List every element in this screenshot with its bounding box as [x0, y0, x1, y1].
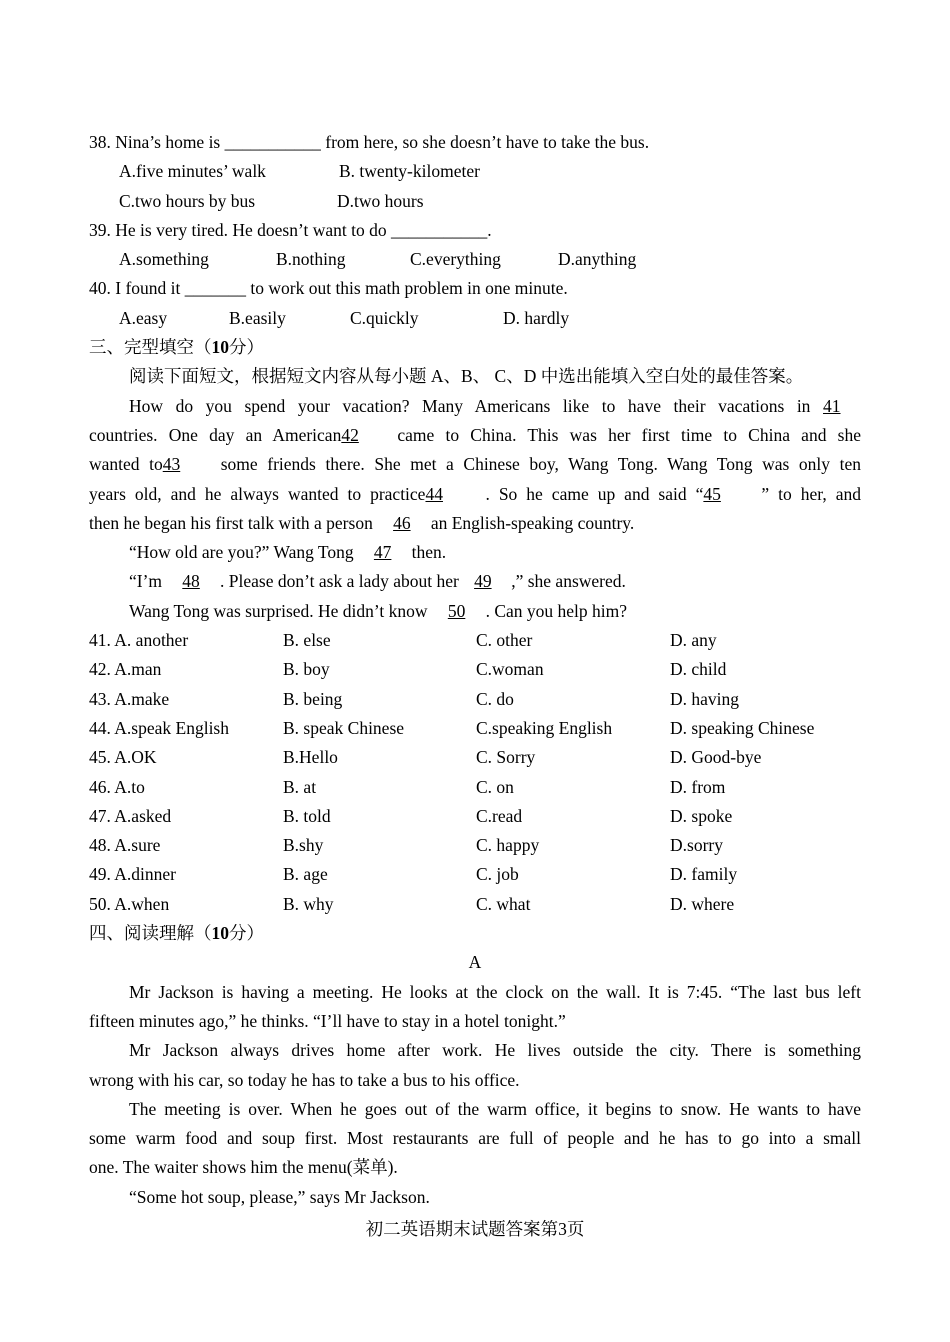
- q39-option-d: D.anything: [558, 249, 637, 270]
- option-cell: B. being: [283, 688, 343, 709]
- option-row: [89, 802, 861, 831]
- section4-unit: 分）: [229, 923, 264, 944]
- option-cell: D. speaking Chinese: [670, 717, 815, 738]
- option-cell: B.Hello: [283, 747, 338, 768]
- option-row: [89, 714, 861, 743]
- option-cell: C. do: [476, 688, 514, 709]
- reading-line: “Some hot soup, please,” says Mr Jackson.: [129, 1186, 430, 1207]
- option-cell: B. else: [283, 630, 331, 651]
- q39-option-b: B.nothing: [276, 249, 346, 270]
- section4-heading: [89, 919, 861, 948]
- passage-text: “I’m: [129, 571, 163, 592]
- blank-42: 42: [341, 424, 359, 445]
- passage-text: countries. One day an American: [89, 424, 342, 445]
- option-cell: C.read: [476, 805, 523, 826]
- blank-46: 46: [393, 512, 411, 533]
- reading-line: The meeting is over. When he goes out of the warm office, it begins to snow. He wants to have: [129, 1098, 861, 1119]
- passage-line-8: [89, 597, 861, 626]
- option-cell: C. job: [476, 864, 519, 885]
- section3-unit: 分）: [229, 337, 264, 358]
- passage-text: wanted to: [89, 454, 163, 475]
- passage-text: . So he came up and said “: [485, 483, 704, 504]
- passage-line-1: [89, 392, 861, 421]
- option-cell: 48. A.sure: [89, 835, 161, 856]
- option-cell: D. child: [670, 659, 727, 680]
- blank-49: 49: [474, 571, 492, 592]
- q39-option-c: C.everything: [410, 249, 501, 270]
- option-row: [89, 890, 861, 919]
- passage-line-2: [89, 421, 861, 450]
- option-row: [89, 743, 861, 772]
- passage-text: came to China. This was her first time to China and she: [397, 424, 861, 445]
- q39-options: [89, 245, 861, 274]
- section4-points: 10: [211, 923, 229, 944]
- option-cell: 45. A.OK: [89, 747, 157, 768]
- passage-text: then.: [411, 542, 447, 563]
- option-row: [89, 626, 861, 655]
- option-cell: D. where: [670, 893, 735, 914]
- q40-option-c: C.quickly: [350, 307, 419, 328]
- passage-line-7: [89, 567, 861, 596]
- option-cell: D.sorry: [670, 835, 723, 856]
- reading-line: fifteen minutes ago,” he thinks. “I’ll have to stay in a hotel tonight.”: [89, 1010, 566, 1031]
- option-cell: D. Good-bye: [670, 747, 762, 768]
- option-cell: 50. A.when: [89, 893, 170, 914]
- option-cell: D. any: [670, 630, 717, 651]
- passage-line-3: [89, 450, 861, 479]
- passage-text: . Please don’t ask a lady about her: [220, 571, 459, 592]
- page-footer: 初二英语期末试题答案第3页: [365, 1219, 585, 1239]
- option-cell: D. family: [670, 864, 738, 885]
- option-cell: B.shy: [283, 835, 324, 856]
- blank-43: 43: [162, 454, 181, 475]
- option-cell: B. age: [283, 864, 328, 885]
- section3-heading: [89, 333, 861, 362]
- option-cell: 42. A.man: [89, 659, 162, 680]
- option-cell: D. from: [670, 776, 726, 797]
- option-cell: C.woman: [476, 659, 544, 680]
- reading-line: Mr Jackson always drives home after work. He lives outside the city. There is something: [129, 1040, 861, 1061]
- option-cell: C. on: [476, 776, 514, 797]
- option-cell: 47. A.asked: [89, 805, 172, 826]
- option-row: [89, 773, 861, 802]
- blank-48: 48: [182, 571, 200, 592]
- option-row: [89, 831, 861, 860]
- reading-line: Mr Jackson is having a meeting. He looks at the clock on the wall. It is 7:45. “The last bus left: [129, 981, 861, 1002]
- section3-title: 三、完型填空（: [89, 337, 212, 358]
- option-row: [89, 860, 861, 889]
- passage-text: then he began his first talk with a person: [89, 512, 373, 533]
- blank-47: 47: [373, 542, 392, 563]
- options-table: [89, 626, 861, 919]
- q39-stem: 39. He is very tired. He doesn’t want to do ___________.: [89, 219, 492, 240]
- q38-options-row2: [89, 187, 861, 216]
- passage-text: . Can you help him?: [485, 600, 627, 621]
- passage-text: ” to her, and: [761, 483, 862, 504]
- q40-option-b: B.easily: [229, 307, 286, 328]
- option-row: [89, 685, 861, 714]
- q38-option-a: A.five minutes’ walk: [119, 161, 266, 182]
- reading-part-label: A: [468, 952, 482, 973]
- q40-option-d: D. hardly: [503, 307, 570, 328]
- option-cell: 43. A.make: [89, 688, 170, 709]
- q40-option-a: A.easy: [119, 307, 168, 328]
- option-cell: 46. A.to: [89, 776, 145, 797]
- option-cell: 41. A. another: [89, 630, 189, 651]
- option-cell: B. speak Chinese: [283, 717, 405, 738]
- q38-option-d: D.two hours: [337, 190, 424, 211]
- q40-stem: 40. I found it _______ to work out this math problem in one minute.: [89, 278, 568, 299]
- passage-text: years old, and he always wanted to practice: [89, 483, 426, 504]
- q38-option-c: C.two hours by bus: [119, 190, 256, 211]
- blank-41: 41: [823, 395, 841, 416]
- passage-line-6: [89, 538, 861, 567]
- option-row: [89, 655, 861, 684]
- option-cell: 49. A.dinner: [89, 864, 177, 885]
- passage-line-4: [89, 480, 861, 509]
- passage-text: How do you spend your vacation? Many Americans like to have their vacations in: [129, 395, 811, 416]
- passage-text: Wang Tong was surprised. He didn’t know: [129, 600, 428, 621]
- reading-line: one. The waiter shows him the menu(菜单).: [89, 1157, 398, 1178]
- option-cell: B. boy: [283, 659, 330, 680]
- q38-options-row1: [89, 157, 861, 186]
- option-cell: D. spoke: [670, 805, 733, 826]
- exam-page: [89, 128, 861, 1212]
- section4-title: 四、阅读理解（: [89, 923, 212, 944]
- q39-option-a: A.something: [119, 249, 209, 270]
- option-cell: B. why: [283, 893, 334, 914]
- option-cell: C. happy: [476, 835, 540, 856]
- passage-text: an English-speaking country.: [430, 512, 635, 533]
- passage-text: “How old are you?” Wang Tong: [129, 542, 354, 563]
- option-cell: 44. A.speak English: [89, 717, 229, 738]
- reading-line: some warm food and soup first. Most restaurants are full of people and he has to go into a small: [89, 1128, 861, 1149]
- section3-points: 10: [211, 337, 229, 358]
- q40-options: [89, 304, 861, 333]
- passage-text: ,” she answered.: [506, 571, 626, 592]
- option-cell: D. having: [670, 688, 740, 709]
- option-cell: B. told: [283, 805, 331, 826]
- reading-line: wrong with his car, so today he has to take a bus to his office.: [89, 1069, 520, 1090]
- option-cell: C. what: [476, 893, 531, 914]
- blank-45: 45: [703, 483, 721, 504]
- option-cell: C. Sorry: [476, 747, 536, 768]
- blank-44: 44: [425, 483, 443, 504]
- blank-50: 50: [447, 600, 466, 621]
- option-cell: C.speaking English: [476, 717, 613, 738]
- passage-text: some friends there. She met a Chinese boy, Wang Tong. Wang Tong was only ten: [220, 454, 861, 475]
- q38-stem: 38. Nina’s home is ___________ from here, so she doesn’t have to take the bus.: [89, 132, 650, 152]
- passage-line-5: [89, 509, 861, 538]
- q38-option-b: B. twenty-kilometer: [339, 161, 480, 182]
- option-cell: B. at: [283, 776, 317, 797]
- option-cell: C. other: [476, 630, 533, 651]
- section3-instruction: 阅读下面短文，根据短文内容从每小题 A、B、 C、D 中选出能填入空白处的最佳答案。: [129, 366, 804, 387]
